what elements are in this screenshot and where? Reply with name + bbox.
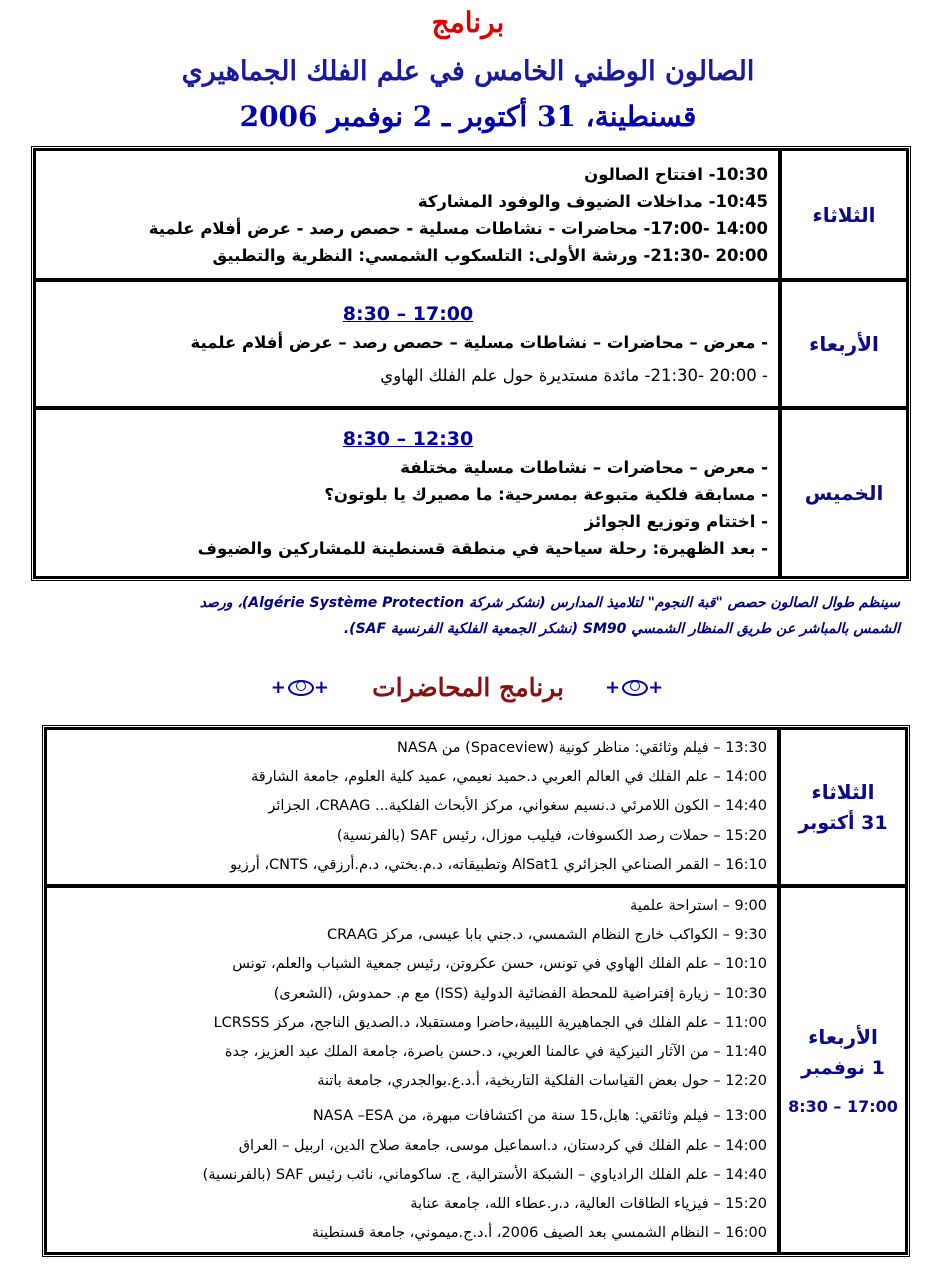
note-line: سينظم طوال الصالون حصص "قبة النجوم" لتلاميذ المدارس (نشكر شركة Algérie Système Protection)، ورصد — [199, 595, 900, 611]
lectures-title: برنامج المحاضرات — [372, 673, 564, 702]
day-label: الأربعاء — [808, 1024, 878, 1049]
list-item: - معرض – محاضرات – نشاطات مسلية – حصص رصد – عرض أفلام علمية — [190, 333, 768, 352]
day-cell — [780, 280, 908, 408]
lecture-item: 11:00 – علم الفلك في الجماهيرية الليبية،حاضرا ومستقبلا، د.الصديق الناجح، مركز LCRSSS — [213, 1014, 767, 1031]
planet-ornament-icon: ++ — [270, 677, 331, 698]
day-cell — [779, 886, 907, 1254]
lecture-item: 10:10 – علم الفلك الهاوي في تونس، حسن عكروتن، رئيس جمعية الشباب والعلم، تونس — [232, 956, 767, 973]
day-label: الثلاثاء — [811, 780, 875, 804]
lecture-item: 11:40 – من الآثار النيزكية في عالمنا العربي، د.حسن باصرة، جامعة الملك عبد العزيز، جدة — [224, 1044, 767, 1061]
lecture-item: 14:40 – علم الفلك الرادياوي – الشبكة الأسترالية، ج. ساكوماني، نائب رئيس SAF (بالفرنسية) — [202, 1166, 767, 1183]
lecture-item: 9:30 – الكواكب خارج النظام الشمسي، د.جني بابا عيسى، مركز CRAAG — [327, 927, 767, 944]
program-note — [40, 590, 900, 642]
program-table — [31, 146, 911, 581]
lectures-table — [42, 725, 910, 1257]
table-row — [45, 728, 907, 886]
day-content — [45, 886, 779, 1254]
list-item: 20:00 -21:30- ورشة الأولى: التلسكوب الشمسي: النظرية والتطبيق — [212, 245, 768, 265]
list-item: - 20:00 -21:30- مائدة مستديرة حول علم الفلك الهاوي — [380, 366, 768, 385]
day-content — [34, 149, 780, 280]
day-content — [34, 408, 780, 578]
note-line: الشمس بالمباشر عن طريق المنظار الشمسي SM90 (نشكر الجمعية الفلكية الفرنسية SAF). — [343, 621, 900, 637]
day-date: 31 أكتوبر — [798, 812, 888, 834]
day-content — [45, 728, 779, 886]
list-item: 10:45- مداخلات الضيوف والوفود المشاركة — [417, 191, 768, 211]
day-content — [34, 280, 780, 408]
day-label: الأربعاء — [809, 332, 879, 356]
event-title: الصالون الوطني الخامس في علم الفلك الجماهيري — [181, 56, 755, 87]
lecture-item: 15:20 – فيزياء الطاقات العالية، د.ر.عطاء الله، جامعة عنابة — [410, 1196, 767, 1213]
lectures-heading — [0, 673, 936, 702]
lecture-item: 14:40 – الكون اللامرئي د.نسيم سغواني، مركز الأبحاث الفلكية... CRAAG، الجزائر — [268, 798, 767, 815]
list-item: - مسابقة فلكية متبوعة بمسرحية: ما مصيرك يا بلوتون؟ — [324, 485, 768, 504]
planet-ornament-icon: ++ — [605, 677, 666, 698]
time-range: 8:30 – 17:00 — [788, 1096, 898, 1116]
program-title: برنامج — [431, 6, 505, 39]
time-range: 8:30 – 12:30 — [342, 428, 474, 450]
day-cell — [780, 408, 908, 578]
list-item: 10:30- افتتاح الصالون — [584, 164, 768, 184]
table-row — [34, 408, 908, 578]
day-cell — [779, 728, 907, 886]
day-label: الثلاثاء — [812, 202, 876, 227]
lecture-item: 16:00 – النظام الشمسي بعد الصيف 2006، أ.د.ج.ميموني، جامعة قسنطينة — [311, 1225, 767, 1242]
day-cell — [780, 149, 908, 280]
table-row — [45, 886, 907, 1254]
lecture-item: 13:00 – فيلم وثائقي: هابل،15 سنة من اكتشافات مبهرة، من NASA –ESA — [312, 1108, 767, 1125]
lecture-item: 16:10 – القمر الصناعي الجزائري AlSat1 وتطبيقاته، د.م.بختي، د.م.أرزقي، CNTS، أرزيو — [230, 856, 767, 873]
list-item: - بعد الظهيرة: رحلة سياحية في منطقة قسنطينة للمشاركين والضيوف — [197, 539, 768, 558]
lecture-item: 10:30 – زيارة إفتراضية للمحطة الفضائية الدولية (ISS) مع م. حمدوش، (الشعرى) — [273, 985, 767, 1002]
list-item: - اختتام وتوزيع الجوائز — [584, 512, 768, 531]
lecture-item: 14:00 – علم الفلك في العالم العربي د.حميد نعيمي، عميد كلية العلوم، جامعة الشارقة — [250, 769, 767, 786]
table-row — [34, 149, 908, 280]
list-item: - معرض – محاضرات – نشاطات مسلية مختلفة — [400, 458, 768, 477]
table-row — [34, 280, 908, 408]
lecture-item: 12:20 – حول بعض القياسات الفلكية التاريخية، أ.د.ع.بوالجدري، جامعة باتنة — [317, 1073, 767, 1090]
lecture-item: 9:00 – استراحة علمية — [630, 898, 767, 915]
list-item: 14:00 -17:00- محاضرات - نشاطات مسلية - حصص رصد - عرض أفلام علمية — [148, 218, 768, 238]
lecture-item: 15:20 – حملات رصد الكسوفات، فيليب موزال، رئيس SAF (بالفرنسية) — [336, 827, 767, 844]
day-label: الخميس — [804, 481, 884, 505]
lecture-item: 13:30 – فيلم وثائقي: مناظر كونية (Spaceview) من NASA — [396, 740, 767, 756]
event-place-date: قسنطينة، 31 أكتوبر ـ 2 نوفمبر 2006 — [239, 100, 697, 133]
lecture-item: 14:00 – علم الفلك في كردستان، د.اسماعيل موسى، جامعة صلاح الدين، اربيل – العراق — [238, 1137, 767, 1154]
day-date: 1 نوفمبر — [801, 1056, 885, 1079]
time-range: 8:30 – 17:00 — [342, 303, 474, 325]
